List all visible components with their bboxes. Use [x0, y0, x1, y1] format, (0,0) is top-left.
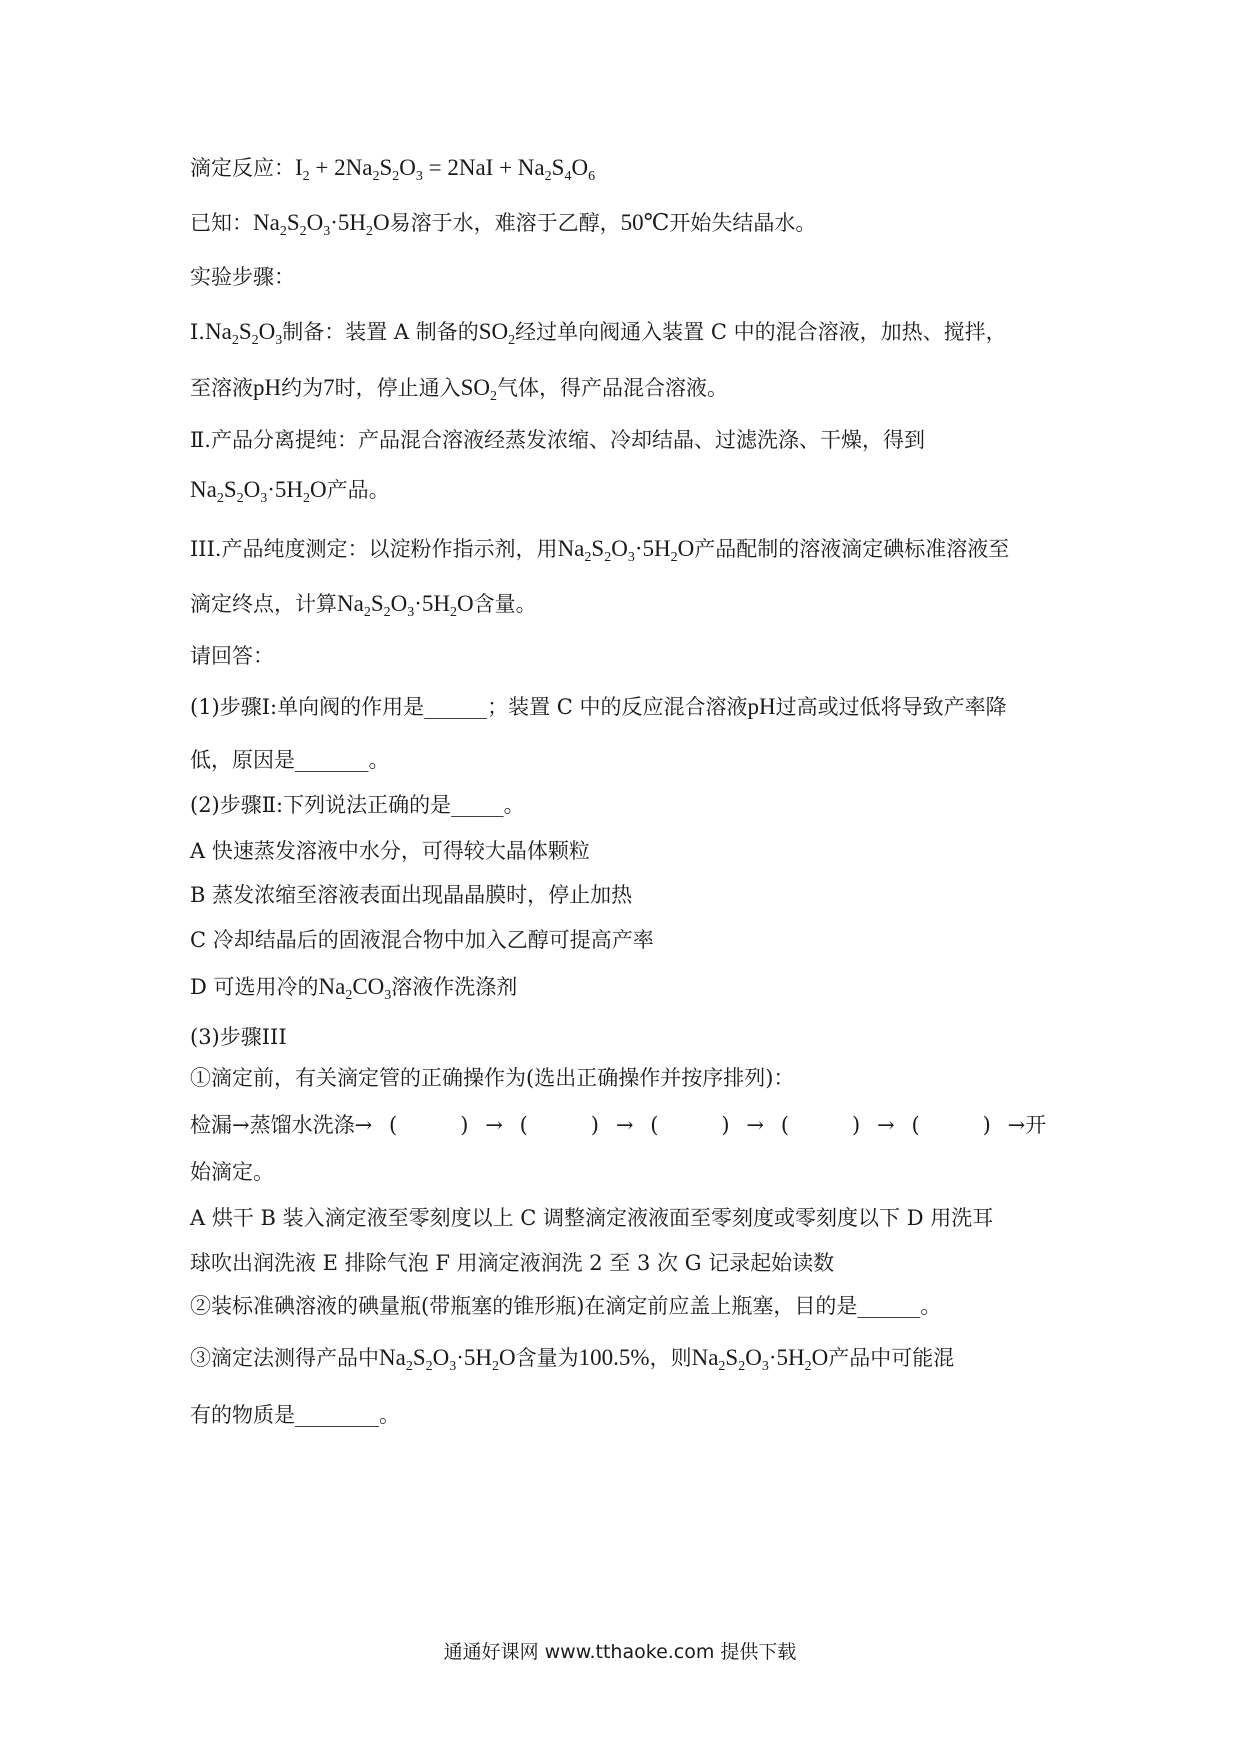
option-c: C 冷却结晶后的固液混合物中加入乙醇可提高产率: [190, 928, 654, 952]
answer-prompt: 请回答：: [190, 644, 274, 668]
step-3-text-cont: 滴定终点，计算$Na_2S_2O_3\cdot 5H_2O$含量。: [190, 591, 537, 620]
step-2-text: Ⅱ.产品分离提纯：产品混合溶液经蒸发浓缩、冷却结晶、过滤洗涤、干燥，得到: [190, 428, 925, 452]
step-1-text: $Ⅰ.Na_2S_2O_3$制备：装置 A 制备的$SO_2$经过单向阀通入装置 C 中的混合溶液，加热、搅拌，: [190, 319, 1007, 348]
question-3-part-2: ②装标准碘溶液的碘量瓶(带瓶塞的锥形瓶)在滴定前应盖上瓶塞，目的是______。: [190, 1294, 942, 1318]
question-3-part-3: ③滴定法测得产品中$Na_2S_2O_3\cdot 5H_2O$含量为100.5%，则$Na_2S_2O_3\cdot 5H_2O$产品中可能混: [190, 1345, 955, 1374]
question-1: (1)步骤Ⅰ:单向阀的作用是______；装置 C 中的反应混合溶液pH过高或过低将导致产率降: [190, 694, 1007, 719]
known-info: 已知：$Na_2S_2O_3\cdot 5H_2O$易溶于水，难溶于乙醇，50℃开始失结晶水。: [190, 210, 817, 239]
operation-order-cont: 始滴定。: [190, 1160, 274, 1184]
question-3-part-3-cont: 有的物质是________。: [190, 1403, 400, 1427]
question-2: (2)步骤Ⅱ:下列说法正确的是_____。: [190, 793, 525, 817]
option-a: A 快速蒸发溶液中水分，可得较大晶体颗粒: [190, 839, 590, 863]
question-3-part-1: ①滴定前，有关滴定管的正确操作为(选出正确操作并按序排列)：: [190, 1066, 795, 1090]
step-2-text-cont: $Na_2S_2O_3\cdot 5H_2O$产品。: [190, 477, 390, 506]
operation-options: A 烘干 B 装入滴定液至零刻度以上 C 调整滴定液液面至零刻度或零刻度以下 D 用洗耳: [190, 1206, 994, 1230]
question-1-cont: 低，原因是_______。: [190, 748, 390, 772]
page-footer: 通通好课网 www.tthaoke.com 提供下载: [443, 1641, 797, 1663]
titration-reaction-equation: 滴定反应：$I_2 + 2Na_2S_2O_3 = 2NaI + Na_2S_4O_6$: [190, 155, 596, 184]
question-3: (3)步骤III: [190, 1025, 287, 1049]
operation-order-blanks: 检漏→蒸馏水洗涤→ ( ) → ( ) → ( ) → ( ) → ( ) →开: [190, 1113, 1047, 1137]
steps-heading: 实验步骤：: [190, 265, 295, 289]
step-3-text: III.产品纯度测定：以淀粉作指示剂，用$Na_2S_2O_3\cdot 5H_2O$产品配制的溶液滴定碘标准溶液至: [190, 536, 1010, 565]
step-1-text-cont: 至溶液pH约为7时，停止通入$SO_2$气体，得产品混合溶液。: [190, 375, 729, 404]
option-b: B 蒸发浓缩至溶液表面出现晶晶膜时，停止加热: [190, 883, 633, 907]
option-d: D 可选用冷的$Na_2CO_3$溶液作洗涤剂: [190, 974, 518, 1003]
operation-options-cont: 球吹出润洗液 E 排除气泡 F 用滴定液润洗 2 至 3 次 G 记录起始读数: [190, 1251, 835, 1275]
